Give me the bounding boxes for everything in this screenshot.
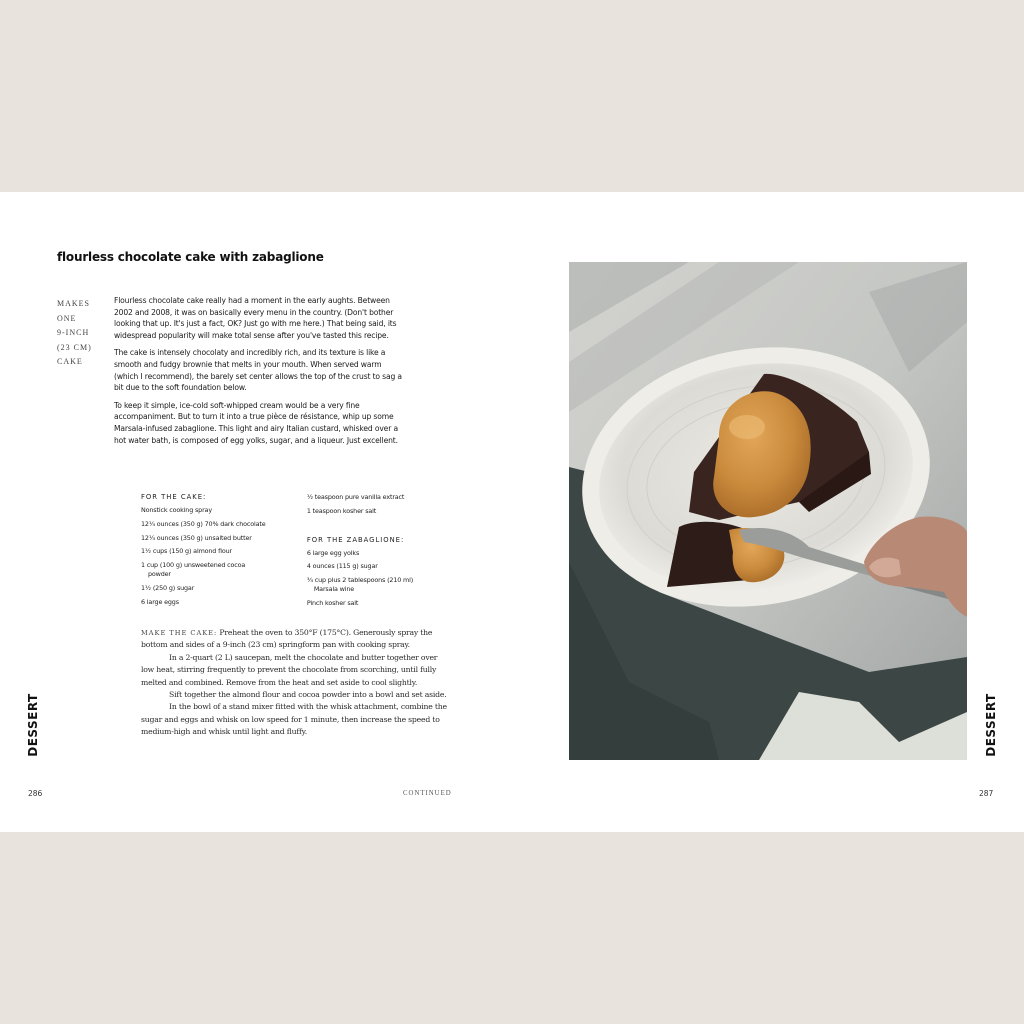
ingredients-heading-zabaglione: FOR THE ZABAGLIONE: — [306, 535, 405, 544]
ingredients-column-left — [141, 492, 307, 613]
page-number-right: 287 — [979, 789, 994, 798]
ingredient-item: 6 large eggs — [141, 597, 179, 606]
ingredient-item: 1½ (250 g) sugar — [141, 583, 195, 592]
ingredient-item: 1 teaspoon kosher salt — [306, 506, 377, 515]
headnote-paragraph: The cake is intensely chocolaty and incredibly rich, and its texture is like a smooth and fudgy brownie that melts in your mouth. When served warm (which I recommend), the barely set center allows the top of the crust to sag a bit due to the soft foundation below. — [114, 348, 402, 393]
recipe-yield — [57, 297, 92, 370]
book-spread — [0, 192, 1024, 832]
section-tab-label: DESSERT — [26, 693, 40, 757]
recipe-title: flourless chocolate cake with zabaglione — [57, 250, 324, 264]
headnote-paragraph: Flourless chocolate cake really had a moment in the early aughts. Between 2002 and 2008, it was on basically every menu in the country. (Don't bother looking that up. It's just a fact, OK? Just go with me here.) That being said, its widespread popularity will make total sense after you've tasted this recipe. — [114, 296, 397, 340]
recipe-photo — [569, 262, 967, 760]
method-step: Sift together the almond flour and cocoa powder into a bowl and set aside. — [169, 690, 447, 700]
ingredient-item: 1½ cups (150 g) almond flour — [141, 547, 232, 556]
yield-line: 9-INCH — [57, 328, 90, 337]
yield-line: ONE — [57, 313, 77, 323]
ingredient-item: Nonstick cooking spray — [141, 506, 212, 514]
ingredient-item: 6 large egg yolks — [306, 548, 360, 557]
ingredients-column-right — [307, 492, 441, 613]
section-tab-right — [984, 690, 998, 760]
ingredient-item: 1 cup (100 g) unsweetened cocoa powder — [141, 561, 246, 579]
ingredient-item: Pinch kosher salt — [306, 598, 359, 607]
continued-label: CONTINUED — [403, 790, 452, 797]
section-tab-label: DESSERT — [984, 693, 998, 757]
page-number-left: 286 — [28, 789, 43, 798]
ingredient-item: 12¼ ounces (350 g) 70% dark chocolate — [141, 519, 266, 528]
ingredients-list — [141, 492, 441, 613]
recipe-headnote — [114, 295, 404, 452]
cake-photo-illustration — [569, 262, 967, 760]
ingredient-item: 4 ounces (115 g) sugar — [306, 562, 378, 571]
method-step — [141, 627, 451, 652]
yield-line: MAKES — [57, 299, 91, 308]
method-step: In a 2-quart (2 L) saucepan, melt the chocolate and butter together over low heat, stirring frequently to prevent the chocolate from scorching, until fully melted and combined. Remove from the heat and set aside to cool slightly. — [141, 652, 438, 687]
method-lead-label: MAKE THE CAKE: — [141, 629, 218, 637]
recipe-method — [141, 627, 451, 739]
method-step: In the bowl of a stand mixer fitted with the whisk attachment, combine the sugar and eggs and whisk on low speed for 1 minute, then increase the speed to medium-high and whisk until light and fluffy. — [141, 702, 447, 737]
ingredient-item: ¾ cup plus 2 tablespoons (210 ml) Marsala wine — [306, 576, 414, 594]
yield-line: (23 CM) — [57, 342, 92, 352]
ingredient-item: 12¼ ounces (350 g) unsalted butter — [141, 533, 252, 542]
section-tab-left — [26, 690, 40, 760]
ingredient-item: ½ teaspoon pure vanilla extract — [306, 493, 405, 501]
yield-line: CAKE — [57, 357, 83, 366]
headnote-paragraph: To keep it simple, ice-cold soft-whipped cream would be a very fine accompaniment. But to turn it into a true pièce de résistance, whip up some Marsala-infused zabaglione. This light and airy Italian custard, whisked over a hot water bath, is composed of egg yolks, sugar, and a liqueur. Just excellent. — [114, 400, 398, 445]
method-step-text: Preheat the oven to 350°F (175°C). Generously spray the bottom and sides of a 9-inch (23 cm) springform pan with cooking spray. — [141, 628, 433, 650]
ingredients-heading-cake: FOR THE CAKE: — [141, 493, 207, 501]
